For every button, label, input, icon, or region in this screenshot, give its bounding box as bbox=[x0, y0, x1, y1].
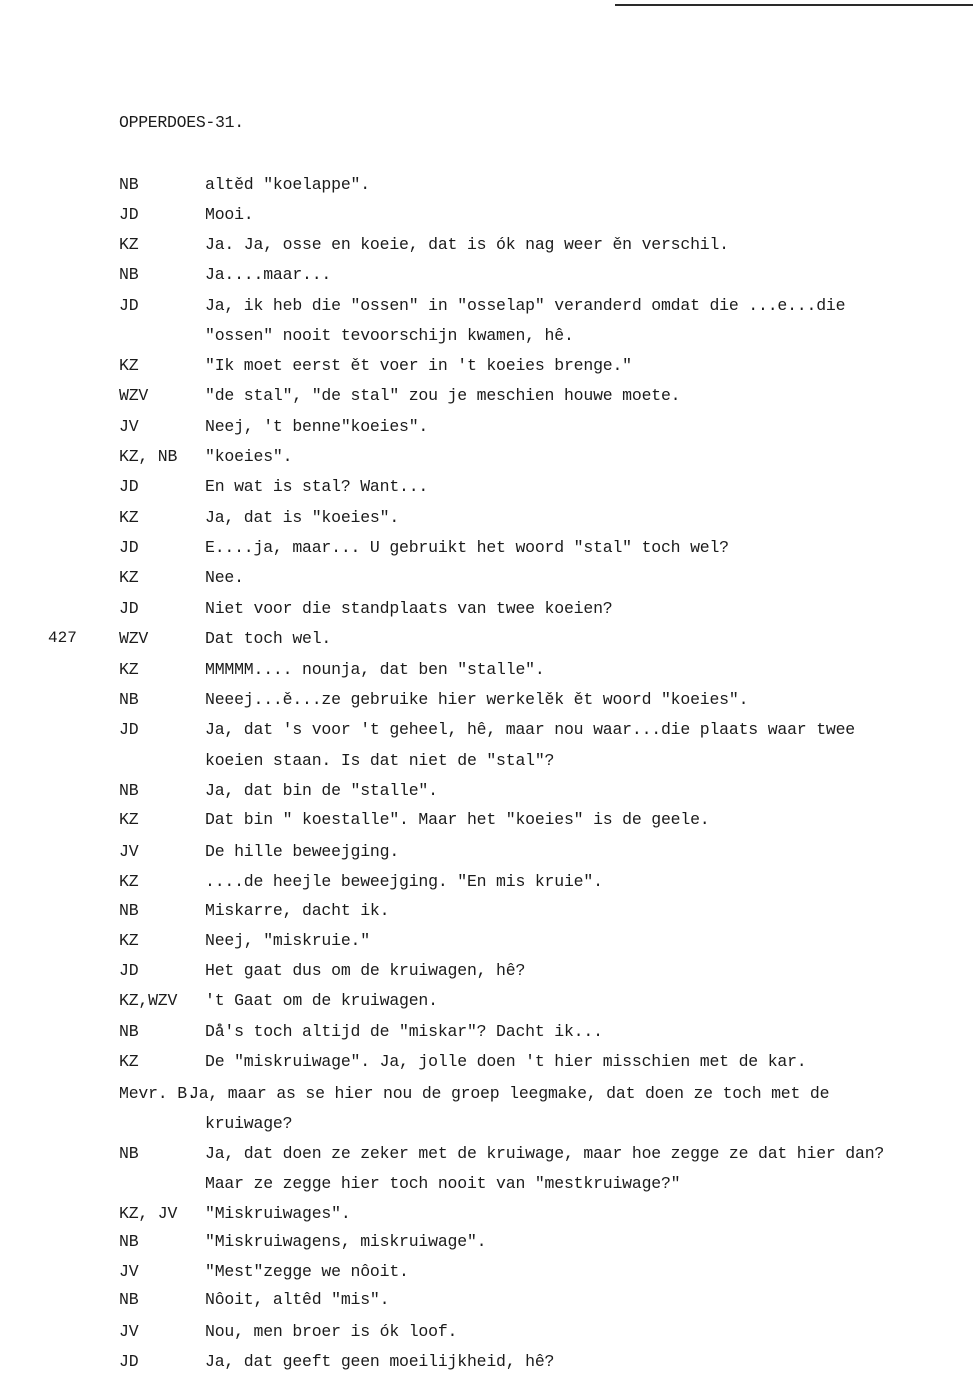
utterance-text: "Miskruiwagens, miskruiwage". bbox=[205, 1232, 487, 1251]
utterance-text: Ja, dat 's voor 't geheel, hê, maar nou waar...die plaats waar twee bbox=[205, 720, 856, 739]
speaker-label: KZ, NB bbox=[119, 447, 178, 466]
speaker-label: KZ bbox=[119, 872, 139, 891]
page-title: OPPERDOES-31. bbox=[119, 113, 244, 132]
speaker-label: KZ, JV bbox=[119, 1204, 178, 1223]
speaker-label: JD bbox=[119, 720, 139, 739]
utterance-text: En wat is stal? Want... bbox=[205, 477, 429, 496]
utterance-text: Neeej...ě...ze gebruike hier werkelěk ět woord "koeies". bbox=[205, 690, 749, 709]
speaker-label: NB bbox=[119, 781, 139, 800]
speaker-label: JV bbox=[119, 842, 139, 861]
speaker-label: NB bbox=[119, 1144, 139, 1163]
utterance-text: Maar ze zegge hier toch nooit van "mestkruiwage?" bbox=[205, 1174, 681, 1193]
utterance-text: Ja, dat doen ze zeker met de kruiwage, maar hoe zegge ze dat hier dan? bbox=[205, 1144, 885, 1163]
margin-page-number: 427 bbox=[48, 629, 77, 647]
speaker-label: NB bbox=[119, 175, 139, 194]
speaker-label: JD bbox=[119, 599, 139, 618]
speaker-label: JV bbox=[119, 417, 139, 436]
utterance-text: ....de heejle beweejging. "En mis kruie". bbox=[205, 872, 603, 891]
utterance-text: "Ik moet eerst ět voer in 't koeies brenge." bbox=[205, 356, 632, 375]
speaker-label: WZV bbox=[119, 386, 149, 405]
speaker-label: KZ bbox=[119, 235, 139, 254]
speaker-label: NB bbox=[119, 1232, 139, 1251]
speaker-label: KZ bbox=[119, 1052, 139, 1071]
speaker-label: NB bbox=[119, 690, 139, 709]
speaker-label: JV bbox=[119, 1262, 139, 1281]
utterance-text: E....ja, maar... U gebruikt het woord "stal" toch wel? bbox=[205, 538, 729, 557]
utterance-text: Nee. bbox=[205, 568, 244, 587]
utterance-text: Ja. Ja, osse en koeie, dat is ók nag weer ěn verschil. bbox=[205, 235, 729, 254]
speaker-label: KZ bbox=[119, 568, 139, 587]
utterance-text: De "miskruiwage". Ja, jolle doen 't hier misschien met de kar. bbox=[205, 1052, 807, 1071]
utterance-text: kruiwage? bbox=[205, 1114, 293, 1133]
utterance-text: "Mest"zegge we nôoit. bbox=[205, 1262, 409, 1281]
speaker-label: JD bbox=[119, 296, 139, 315]
utterance-text: Ja, ik heb die "ossen" in "osselap" veranderd omdat die ...e...die bbox=[205, 296, 846, 315]
utterance-text: "koeies". bbox=[205, 447, 293, 466]
utterance-text: altěd "koelappe". bbox=[205, 175, 370, 194]
top-rule bbox=[615, 4, 973, 6]
speaker-label: JD bbox=[119, 538, 139, 557]
speaker-label: KZ bbox=[119, 931, 139, 950]
speaker-label: JD bbox=[119, 961, 139, 980]
speaker-label: KZ,WZV bbox=[119, 991, 178, 1010]
utterance-text: "Miskruiwages". bbox=[205, 1204, 351, 1223]
utterance-text: Nôoit, altêd "mis". bbox=[205, 1290, 390, 1309]
utterance-text: Ja, dat is "koeies". bbox=[205, 508, 400, 527]
speaker-label: JD bbox=[119, 477, 139, 496]
utterance-text: Ja....maar... bbox=[205, 265, 332, 284]
utterance-text: MMMMM.... nounja, dat ben "stalle". bbox=[205, 660, 545, 679]
speaker-label: JD bbox=[119, 1352, 139, 1371]
speaker-label: JD bbox=[119, 205, 139, 224]
utterance-text: Dat bin " koestalle". Maar het "koeies" is de geele. bbox=[205, 810, 710, 829]
utterance-text: Dat toch wel. bbox=[205, 629, 332, 648]
speaker-label: KZ bbox=[119, 356, 139, 375]
speaker-label: KZ bbox=[119, 660, 139, 679]
utterance-text: koeien staan. Is dat niet de "stal"? bbox=[205, 751, 555, 770]
utterance-text: Mooi. bbox=[205, 205, 254, 224]
utterance-text: De hille beweejging. bbox=[205, 842, 400, 861]
speaker-label: Mevr. B. bbox=[119, 1084, 197, 1103]
utterance-text: Miskarre, dacht ik. bbox=[205, 901, 390, 920]
speaker-label: KZ bbox=[119, 508, 139, 527]
speaker-label: NB bbox=[119, 265, 139, 284]
utterance-text: "ossen" nooit tevoorschijn kwamen, hê. bbox=[205, 326, 574, 345]
utterance-text: 't Gaat om de kruiwagen. bbox=[205, 991, 438, 1010]
utterance-text: Het gaat dus om de kruiwagen, hê? bbox=[205, 961, 526, 980]
utterance-text: "de stal", "de stal" zou je meschien houwe moete. bbox=[205, 386, 681, 405]
utterance-text: Neej, "miskruie." bbox=[205, 931, 370, 950]
utterance-text: Då's toch altijd de "miskar"? Dacht ik... bbox=[205, 1022, 603, 1041]
utterance-text: Ja, dat bin de "stalle". bbox=[205, 781, 438, 800]
utterance-text: Ja, dat geeft geen moeilijkheid, hê? bbox=[205, 1352, 555, 1371]
speaker-label: WZV bbox=[119, 629, 149, 648]
utterance-text: Nou, men broer is ók loof. bbox=[205, 1322, 458, 1341]
utterance-text: Ja, maar as se hier nou de groep leegmake, dat doen ze toch met de bbox=[189, 1084, 830, 1103]
speaker-label: NB bbox=[119, 1022, 139, 1041]
speaker-label: KZ bbox=[119, 810, 139, 829]
speaker-label: JV bbox=[119, 1322, 139, 1341]
utterance-text: Neej, 't benne"koeies". bbox=[205, 417, 429, 436]
utterance-text: Niet voor die standplaats van twee koeien? bbox=[205, 599, 613, 618]
speaker-label: NB bbox=[119, 901, 139, 920]
speaker-label: NB bbox=[119, 1290, 139, 1309]
